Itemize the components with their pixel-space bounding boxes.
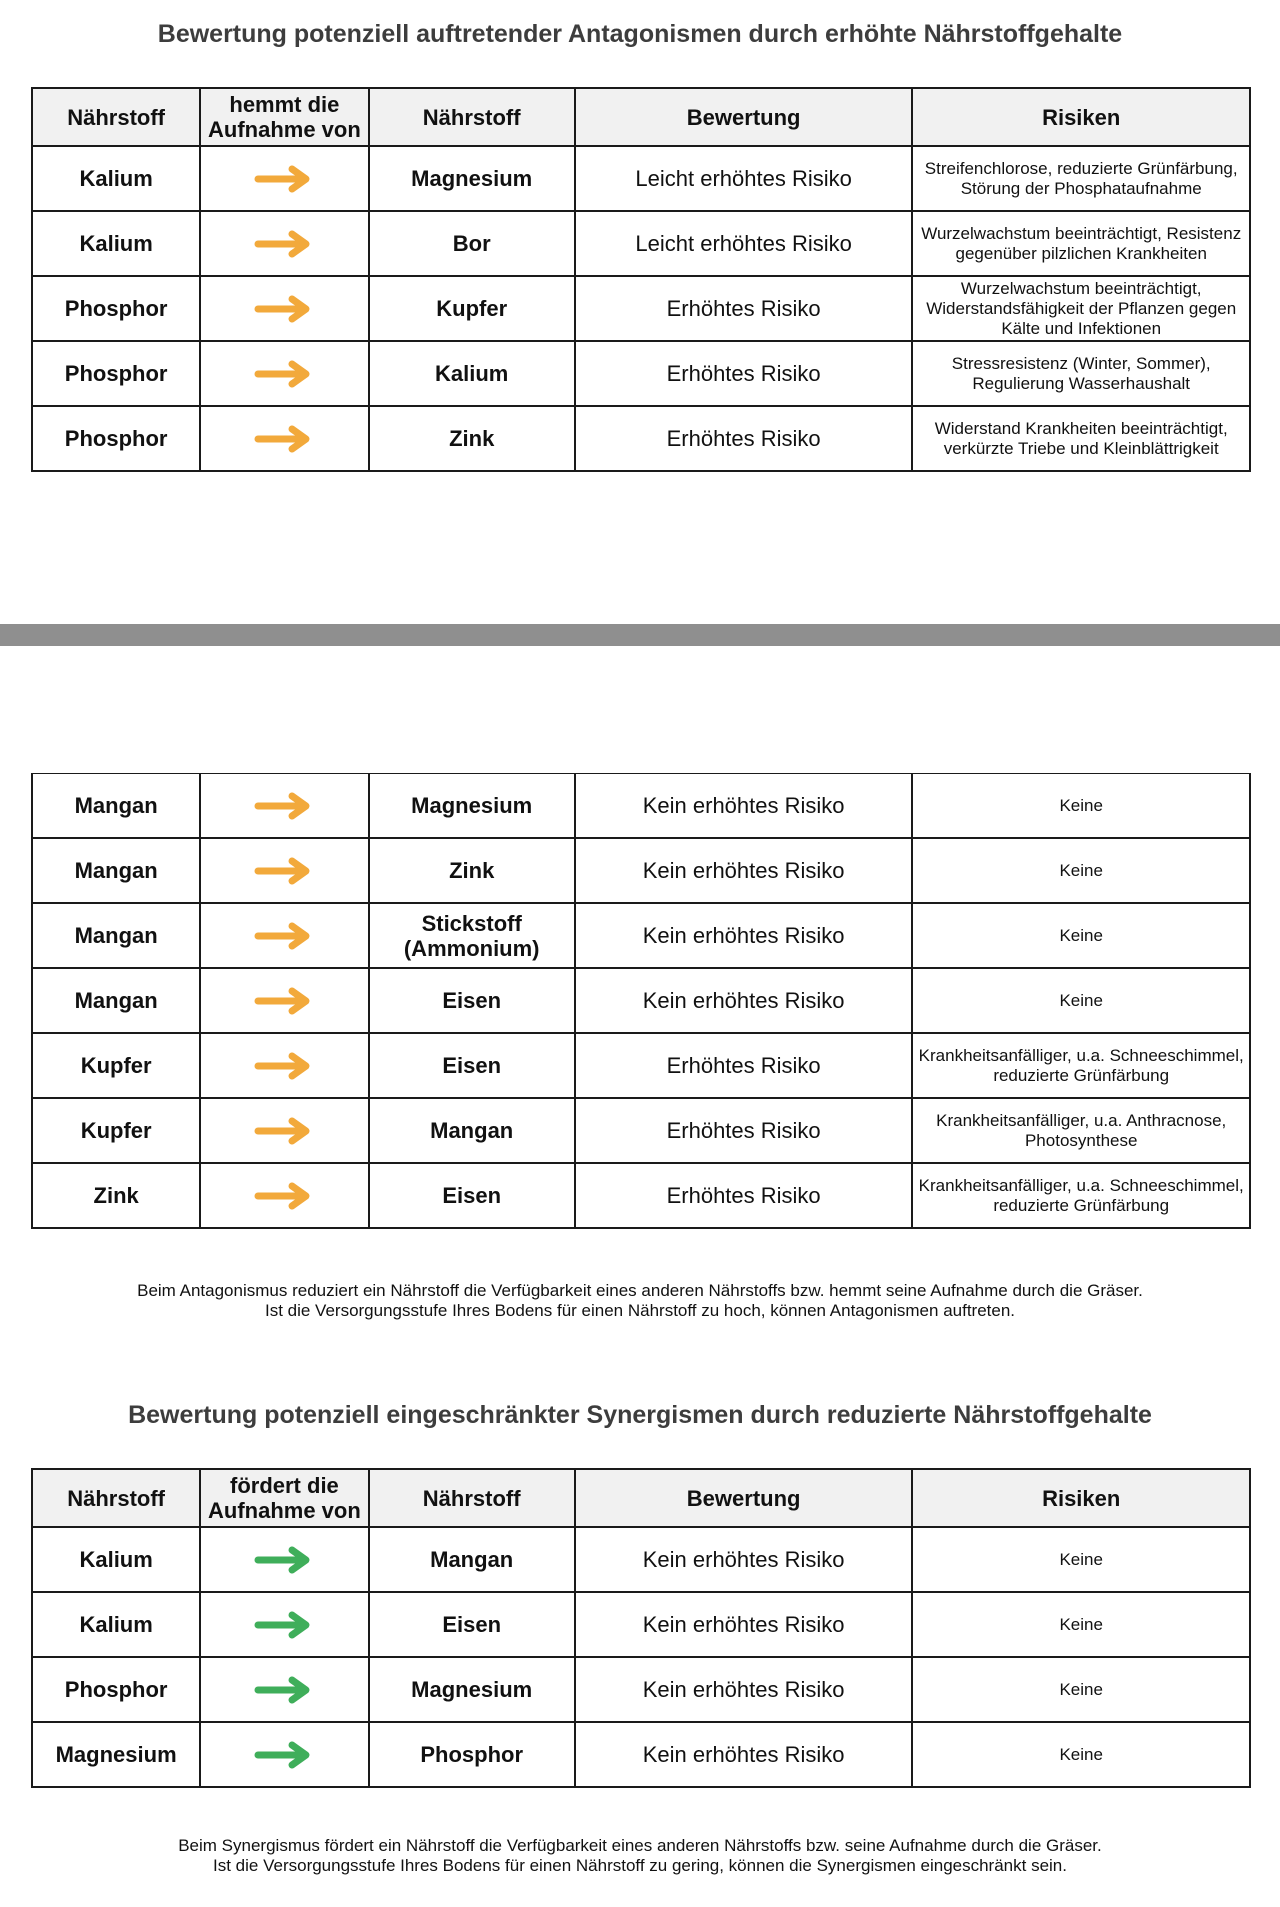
affected-nutrient-cell: Eisen: [369, 1033, 575, 1098]
header-inhibits: hemmt die Aufnahme von: [200, 88, 368, 146]
arrow-right-icon: [254, 1675, 314, 1705]
page-separator: [0, 624, 1280, 646]
nutrient-cell: Kalium: [32, 211, 200, 276]
risk-cell: Stressresistenz (Winter, Sommer), Regulierung Wasserhaushalt: [912, 341, 1250, 406]
arrow-cell: [200, 903, 368, 968]
affected-nutrient-cell: Kalium: [369, 341, 575, 406]
risk-cell: Keine: [912, 903, 1250, 968]
table-row: [32, 276, 1250, 341]
header-rating: Bewertung: [575, 1469, 913, 1527]
arrow-right-icon: [254, 294, 314, 324]
header-affected-nutrient: Nährstoff: [369, 1469, 575, 1527]
antagonism-table-part2: [31, 773, 1251, 1229]
antagonism-note-line2: Ist die Versorgungsstufe Ihres Bodens für einen Nährstoff zu hoch, können Antagonismen auftreten.: [264, 1301, 1016, 1320]
arrow-right-icon: [254, 1116, 314, 1146]
nutrient-cell: Mangan: [32, 968, 200, 1033]
risk-cell: Keine: [912, 1592, 1250, 1657]
nutrient-cell: Phosphor: [32, 341, 200, 406]
rating-cell: Kein erhöhtes Risiko: [575, 903, 913, 968]
affected-nutrient-cell: Stickstoff (Ammonium): [369, 903, 575, 968]
header-promotes: fördert die Aufnahme von: [200, 1469, 368, 1527]
affected-nutrient-cell: Mangan: [369, 1527, 575, 1592]
arrow-cell: [200, 146, 368, 211]
risk-cell: Krankheitsanfälliger, u.a. Anthracnose, Photosynthese: [912, 1098, 1250, 1163]
arrow-right-icon: [254, 1051, 314, 1081]
risk-cell: Keine: [912, 838, 1250, 903]
table-header-row: [32, 88, 1250, 146]
risk-cell: Keine: [912, 1527, 1250, 1592]
risk-cell: Krankheitsanfälliger, u.a. Schneeschimmel, reduzierte Grünfärbung: [912, 1163, 1250, 1228]
synergism-table: [31, 1468, 1251, 1788]
nutrient-cell: Mangan: [32, 774, 200, 839]
affected-nutrient-cell: Mangan: [369, 1098, 575, 1163]
header-risks: Risiken: [912, 1469, 1250, 1527]
risk-cell: Keine: [912, 968, 1250, 1033]
table-row: [32, 406, 1250, 471]
header-affected-nutrient: Nährstoff: [369, 88, 575, 146]
rating-cell: Kein erhöhtes Risiko: [575, 1722, 913, 1787]
risk-cell: Keine: [912, 774, 1250, 839]
arrow-cell: [200, 968, 368, 1033]
arrow-cell: [200, 1592, 368, 1657]
rating-cell: Kein erhöhtes Risiko: [575, 774, 913, 839]
affected-nutrient-cell: Eisen: [369, 968, 575, 1033]
arrow-right-icon: [254, 921, 314, 951]
nutrient-cell: Kupfer: [32, 1033, 200, 1098]
table-row: [32, 1098, 1250, 1163]
table-row: [32, 1592, 1250, 1657]
rating-cell: Leicht erhöhtes Risiko: [575, 146, 913, 211]
affected-nutrient-cell: Bor: [369, 211, 575, 276]
affected-nutrient-cell: Zink: [369, 406, 575, 471]
rating-cell: Erhöhtes Risiko: [575, 276, 913, 341]
nutrient-cell: Magnesium: [32, 1722, 200, 1787]
synergism-title: Bewertung potenziell eingeschränkter Synergismen durch reduzierte Nährstoffgehalte: [128, 1401, 1152, 1429]
arrow-right-icon: [254, 164, 314, 194]
arrow-cell: [200, 341, 368, 406]
affected-nutrient-cell: Eisen: [369, 1592, 575, 1657]
arrow-cell: [200, 1722, 368, 1787]
rating-cell: Erhöhtes Risiko: [575, 1163, 913, 1228]
table-row: [32, 968, 1250, 1033]
table-row: [32, 1657, 1250, 1722]
affected-nutrient-cell: Zink: [369, 838, 575, 903]
risk-cell: Widerstand Krankheiten beeinträchtigt, verkürzte Triebe und Kleinblättrigkeit: [912, 406, 1250, 471]
header-rating: Bewertung: [575, 88, 913, 146]
risk-cell: Krankheitsanfälliger, u.a. Schneeschimmel, reduzierte Grünfärbung: [912, 1033, 1250, 1098]
rating-cell: Kein erhöhtes Risiko: [575, 838, 913, 903]
nutrient-cell: Kalium: [32, 1592, 200, 1657]
affected-nutrient-cell: Magnesium: [369, 774, 575, 839]
table-header-row: [32, 1469, 1250, 1527]
nutrient-cell: Phosphor: [32, 406, 200, 471]
antagonism-note: [0, 1281, 1280, 1321]
arrow-right-icon: [254, 1545, 314, 1575]
rating-cell: Kein erhöhtes Risiko: [575, 1657, 913, 1722]
nutrient-cell: Zink: [32, 1163, 200, 1228]
arrow-cell: [200, 774, 368, 839]
synergism-note-line2: Ist die Versorgungsstufe Ihres Bodens für einen Nährstoff zu gering, können die Synergismen eingeschränkt sein.: [213, 1856, 1067, 1875]
arrow-cell: [200, 838, 368, 903]
arrow-cell: [200, 406, 368, 471]
nutrient-cell: Mangan: [32, 903, 200, 968]
risk-cell: Keine: [912, 1657, 1250, 1722]
affected-nutrient-cell: Magnesium: [369, 1657, 575, 1722]
table-row: [32, 146, 1250, 211]
affected-nutrient-cell: Magnesium: [369, 146, 575, 211]
nutrient-cell: Kalium: [32, 146, 200, 211]
risk-cell: Keine: [912, 1722, 1250, 1787]
synergism-note: [0, 1836, 1280, 1876]
rating-cell: Erhöhtes Risiko: [575, 1033, 913, 1098]
table-row: [32, 774, 1250, 839]
arrow-right-icon: [254, 791, 314, 821]
table-row: [32, 838, 1250, 903]
arrow-right-icon: [254, 424, 314, 454]
nutrient-cell: Mangan: [32, 838, 200, 903]
antagonism-title: Bewertung potenziell auftretender Antagonismen durch erhöhte Nährstoffgehalte: [157, 20, 1123, 48]
arrow-cell: [200, 1033, 368, 1098]
antagonism-rows-part2: [32, 774, 1250, 1229]
arrow-right-icon: [254, 359, 314, 389]
affected-nutrient-cell: Eisen: [369, 1163, 575, 1228]
arrow-cell: [200, 211, 368, 276]
rating-cell: Kein erhöhtes Risiko: [575, 1592, 913, 1657]
header-nutrient: Nährstoff: [32, 88, 200, 146]
arrow-right-icon: [254, 986, 314, 1016]
affected-nutrient-cell: Phosphor: [369, 1722, 575, 1787]
rating-cell: Erhöhtes Risiko: [575, 1098, 913, 1163]
risk-cell: Wurzelwachstum beeinträchtigt, Widerstandsfähigkeit der Pflanzen gegen Kälte und Infektionen: [912, 276, 1250, 341]
nutrient-cell: Kupfer: [32, 1098, 200, 1163]
rating-cell: Erhöhtes Risiko: [575, 406, 913, 471]
risk-cell: Wurzelwachstum beeinträchtigt, Resistenz gegenüber pilzlichen Krankheiten: [912, 211, 1250, 276]
risk-cell: Streifenchlorose, reduzierte Grünfärbung, Störung der Phosphataufnahme: [912, 146, 1250, 211]
arrow-right-icon: [254, 1740, 314, 1770]
table-row: [32, 341, 1250, 406]
table-row: [32, 1722, 1250, 1787]
header-risks: Risiken: [912, 88, 1250, 146]
antagonism-table-part1: [31, 87, 1251, 472]
antagonism-rows-part1: [32, 146, 1250, 471]
header-nutrient: Nährstoff: [32, 1469, 200, 1527]
table-row: [32, 1033, 1250, 1098]
table-row: [32, 1527, 1250, 1592]
arrow-cell: [200, 1163, 368, 1228]
arrow-right-icon: [254, 1610, 314, 1640]
arrow-cell: [200, 276, 368, 341]
nutrient-cell: Phosphor: [32, 276, 200, 341]
nutrient-cell: Phosphor: [32, 1657, 200, 1722]
antagonism-note-line1: Beim Antagonismus reduziert ein Nährstoff die Verfügbarkeit eines anderen Nährstoffs bzw. hemmt seine Aufnahme durch die Gräser.: [137, 1281, 1143, 1300]
arrow-right-icon: [254, 856, 314, 886]
rating-cell: Kein erhöhtes Risiko: [575, 968, 913, 1033]
arrow-cell: [200, 1098, 368, 1163]
rating-cell: Erhöhtes Risiko: [575, 341, 913, 406]
arrow-cell: [200, 1657, 368, 1722]
arrow-right-icon: [254, 229, 314, 259]
table-row: [32, 1163, 1250, 1228]
nutrient-cell: Kalium: [32, 1527, 200, 1592]
rating-cell: Kein erhöhtes Risiko: [575, 1527, 913, 1592]
rating-cell: Leicht erhöhtes Risiko: [575, 211, 913, 276]
arrow-cell: [200, 1527, 368, 1592]
affected-nutrient-cell: Kupfer: [369, 276, 575, 341]
table-row: [32, 903, 1250, 968]
arrow-right-icon: [254, 1181, 314, 1211]
synergism-rows: [32, 1527, 1250, 1787]
synergism-note-line1: Beim Synergismus fördert ein Nährstoff die Verfügbarkeit eines anderen Nährstoffs bzw. seine Aufnahme durch die Gräser.: [178, 1836, 1102, 1855]
table-row: [32, 211, 1250, 276]
